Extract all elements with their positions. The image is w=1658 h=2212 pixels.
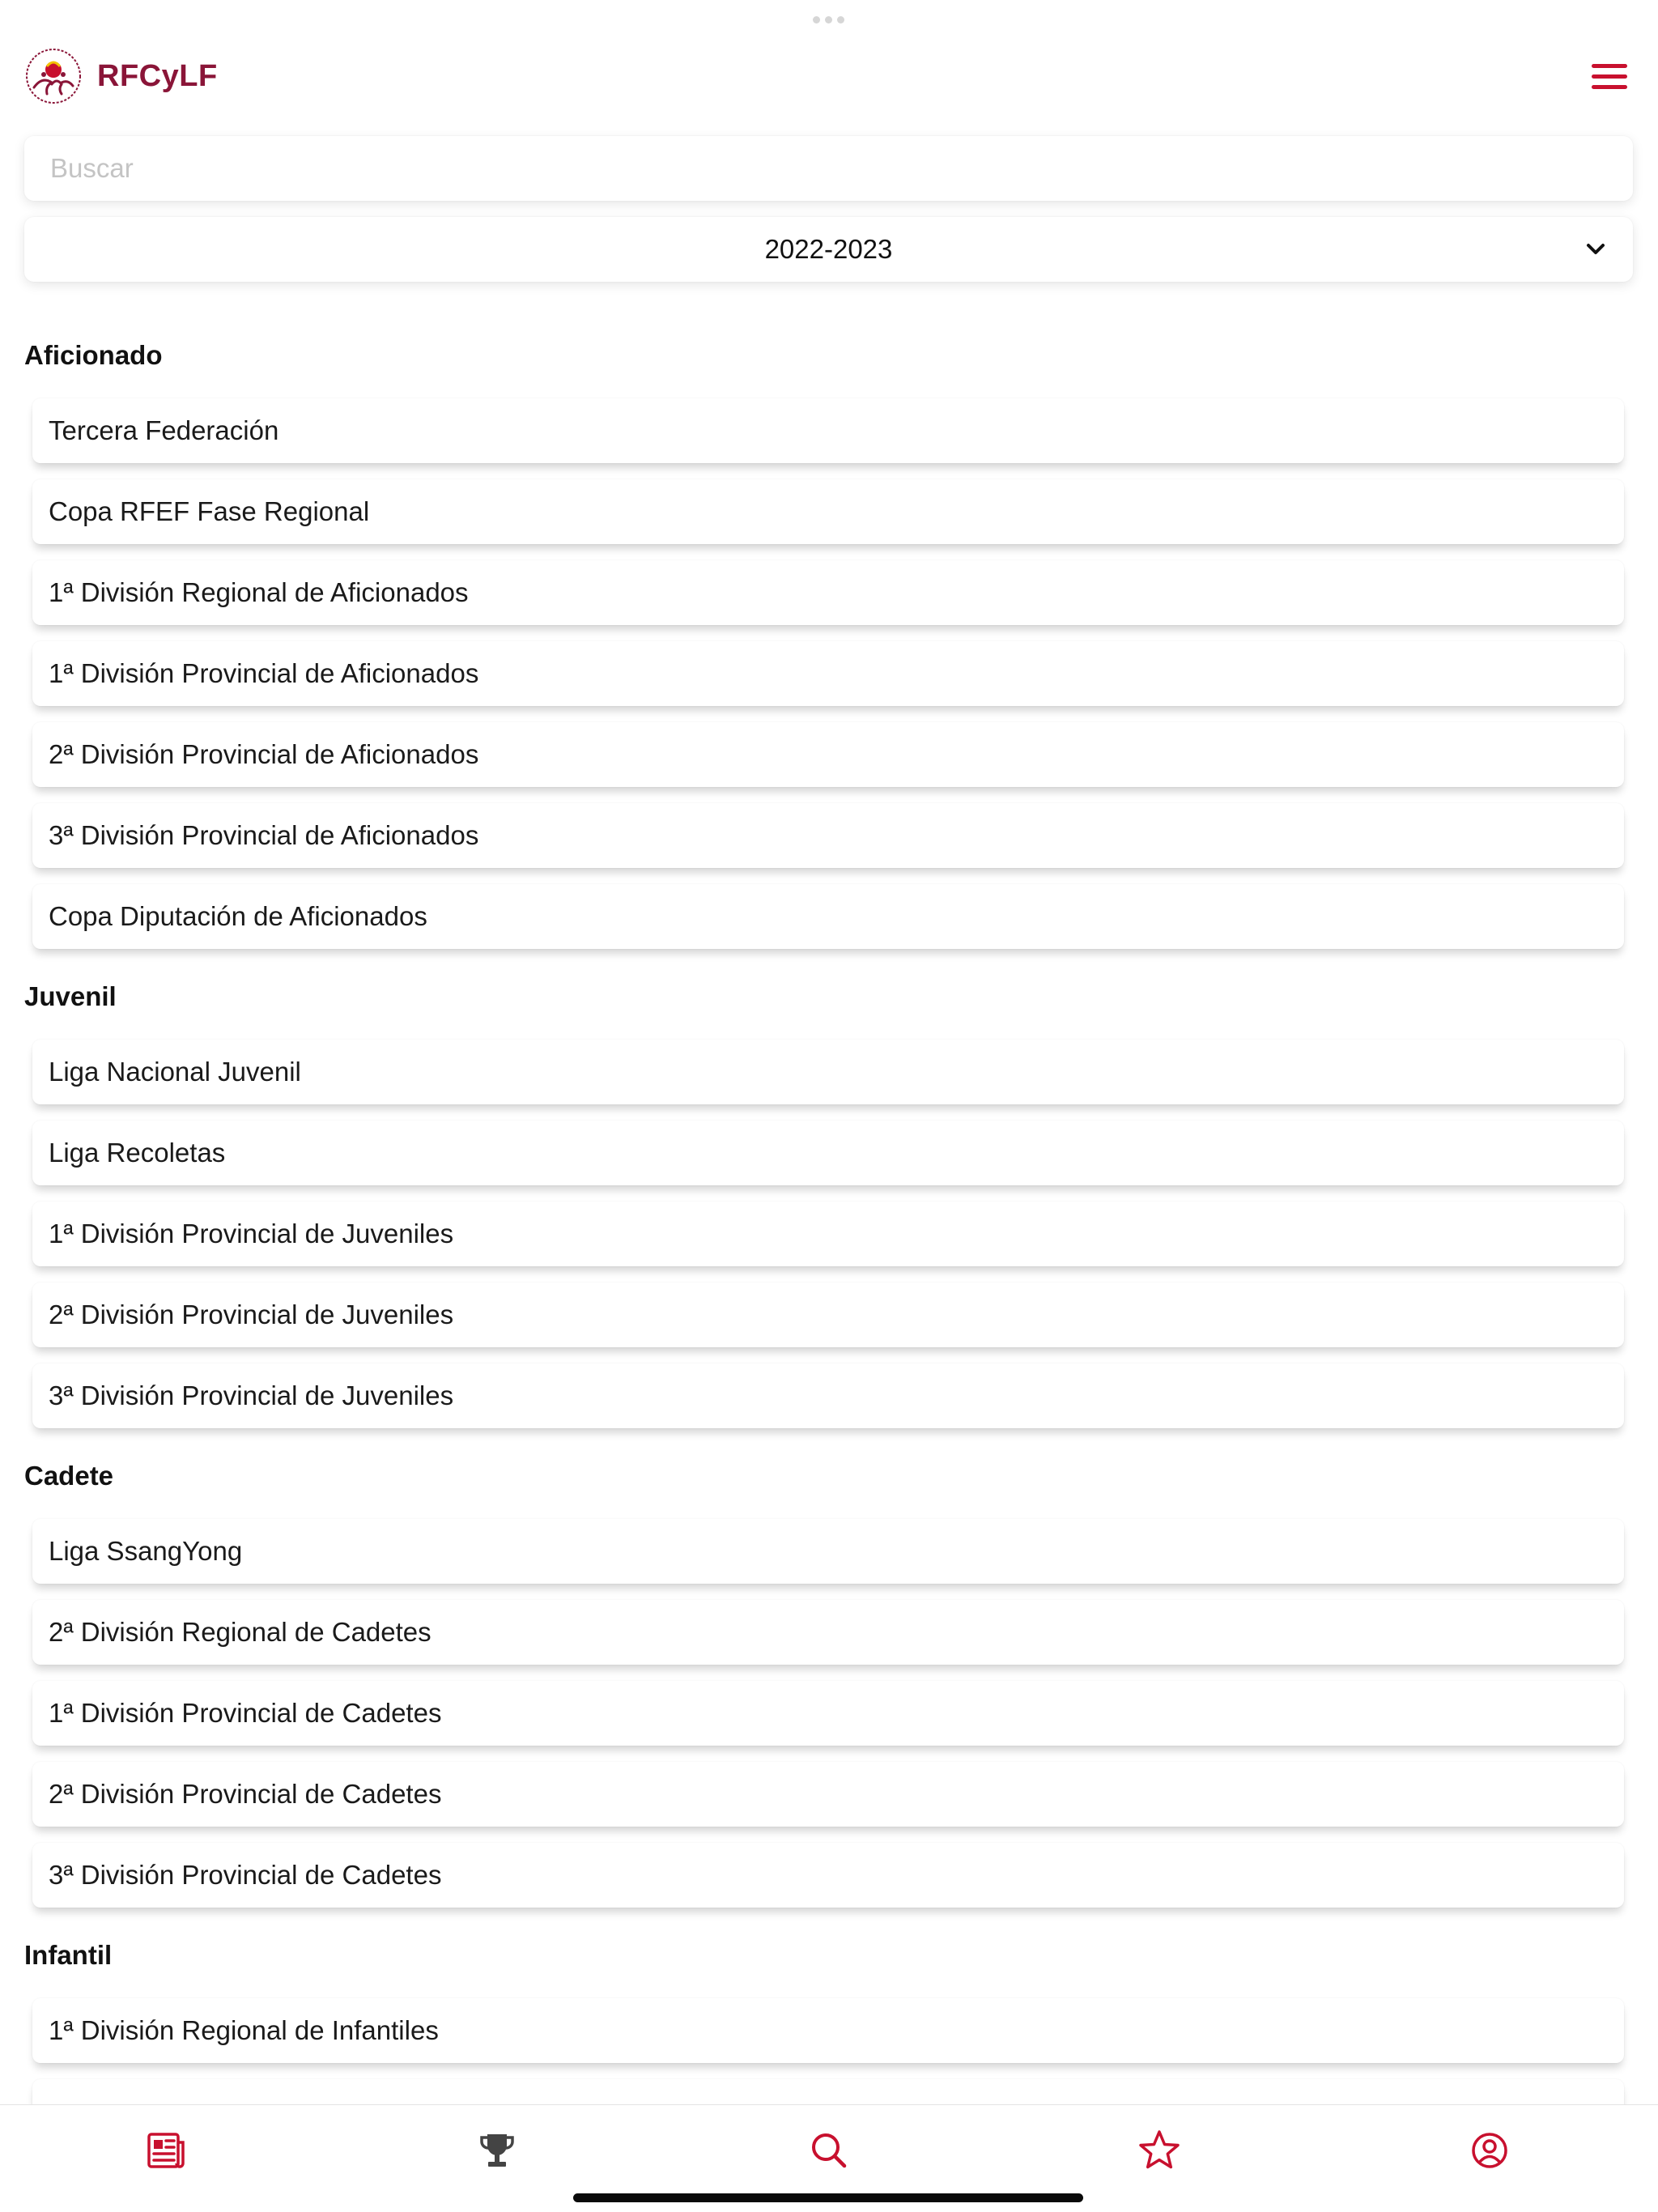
competition-item[interactable]	[32, 641, 1624, 706]
competition-label: 1ª División Regional de Aficionados	[49, 577, 469, 607]
competition-label: 1ª División Provincial de Juveniles	[49, 1219, 454, 1249]
competition-label: 3ª División Provincial de Cadetes	[49, 1860, 442, 1890]
competition-list	[0, 308, 1658, 2168]
competition-item[interactable]	[32, 1283, 1624, 1347]
tab-profile[interactable]	[1467, 2128, 1512, 2173]
competition-label: 2ª División Regional de Cadetes	[49, 1617, 432, 1647]
competition-item[interactable]	[32, 1121, 1624, 1185]
star-icon	[1137, 2128, 1182, 2173]
search-input[interactable]	[49, 152, 1590, 185]
competition-item[interactable]	[32, 479, 1624, 544]
competition-item[interactable]	[32, 722, 1624, 787]
section-cadete	[0, 1453, 1658, 1908]
newspaper-icon	[142, 2128, 188, 2173]
section-title: Aficionado	[24, 340, 163, 370]
section-juvenil	[0, 973, 1658, 1428]
competition-item[interactable]	[32, 803, 1624, 868]
tab-bar	[0, 2104, 1658, 2212]
competition-item[interactable]	[32, 884, 1624, 949]
section-aficionado	[0, 332, 1658, 949]
tab-search[interactable]	[806, 2128, 852, 2173]
competition-item[interactable]	[32, 1998, 1624, 2063]
hamburger-icon	[1592, 64, 1627, 68]
competition-item[interactable]	[32, 1600, 1624, 1665]
competition-item[interactable]	[32, 1202, 1624, 1266]
competition-label: Tercera Federación	[49, 415, 279, 445]
competition-item[interactable]	[32, 1040, 1624, 1104]
competition-label: 2ª División Provincial de Cadetes	[49, 1779, 442, 1809]
tab-competitions[interactable]	[474, 2128, 520, 2173]
competition-label: 1ª División Regional de Infantiles	[49, 2015, 439, 2045]
tab-news[interactable]	[142, 2128, 188, 2173]
competition-item[interactable]	[32, 1363, 1624, 1428]
competition-label: Copa RFEF Fase Regional	[49, 496, 370, 526]
competition-label: Copa Diputación de Aficionados	[49, 901, 427, 931]
competition-item[interactable]	[32, 1519, 1624, 1584]
competition-item[interactable]	[32, 560, 1624, 625]
header	[23, 40, 1635, 112]
tab-favorites[interactable]	[1137, 2128, 1182, 2173]
competition-label: 3ª División Provincial de Aficionados	[49, 820, 479, 850]
search-icon	[806, 2128, 852, 2173]
competition-item[interactable]	[32, 1843, 1624, 1908]
season-selected-value: 2022-2023	[764, 234, 893, 264]
competition-label: Liga SsangYong	[49, 1536, 243, 1566]
brand-name: RFCyLF	[97, 58, 218, 93]
competition-item[interactable]	[32, 1762, 1624, 1827]
section-title: Cadete	[24, 1461, 114, 1491]
competition-label: 2ª División Provincial de Aficionados	[49, 739, 479, 769]
competition-label: 3ª División Provincial de Juveniles	[49, 1380, 454, 1410]
rfcylf-logo-icon	[23, 45, 84, 107]
competition-item[interactable]	[32, 398, 1624, 463]
section-title: Infantil	[24, 1940, 113, 1970]
menu-button[interactable]	[1587, 53, 1632, 99]
competition-label: Liga Recoletas	[49, 1138, 226, 1168]
home-indicator[interactable]	[573, 2193, 1083, 2202]
chevron-down-icon	[1583, 236, 1609, 262]
competition-item[interactable]	[32, 1681, 1624, 1746]
season-select[interactable]	[24, 217, 1633, 282]
section-title: Juvenil	[24, 981, 117, 1011]
user-circle-icon	[1467, 2128, 1512, 2173]
competition-label: Liga Nacional Juvenil	[49, 1057, 301, 1087]
competition-label: 1ª División Provincial de Aficionados	[49, 658, 479, 688]
multitasking-grabber[interactable]	[813, 16, 844, 23]
competition-label: 1ª División Provincial de Cadetes	[49, 1698, 442, 1728]
search-box	[24, 136, 1633, 201]
trophy-icon	[474, 2128, 520, 2173]
brand[interactable]	[23, 45, 218, 107]
competition-label: 2ª División Provincial de Juveniles	[49, 1300, 454, 1329]
